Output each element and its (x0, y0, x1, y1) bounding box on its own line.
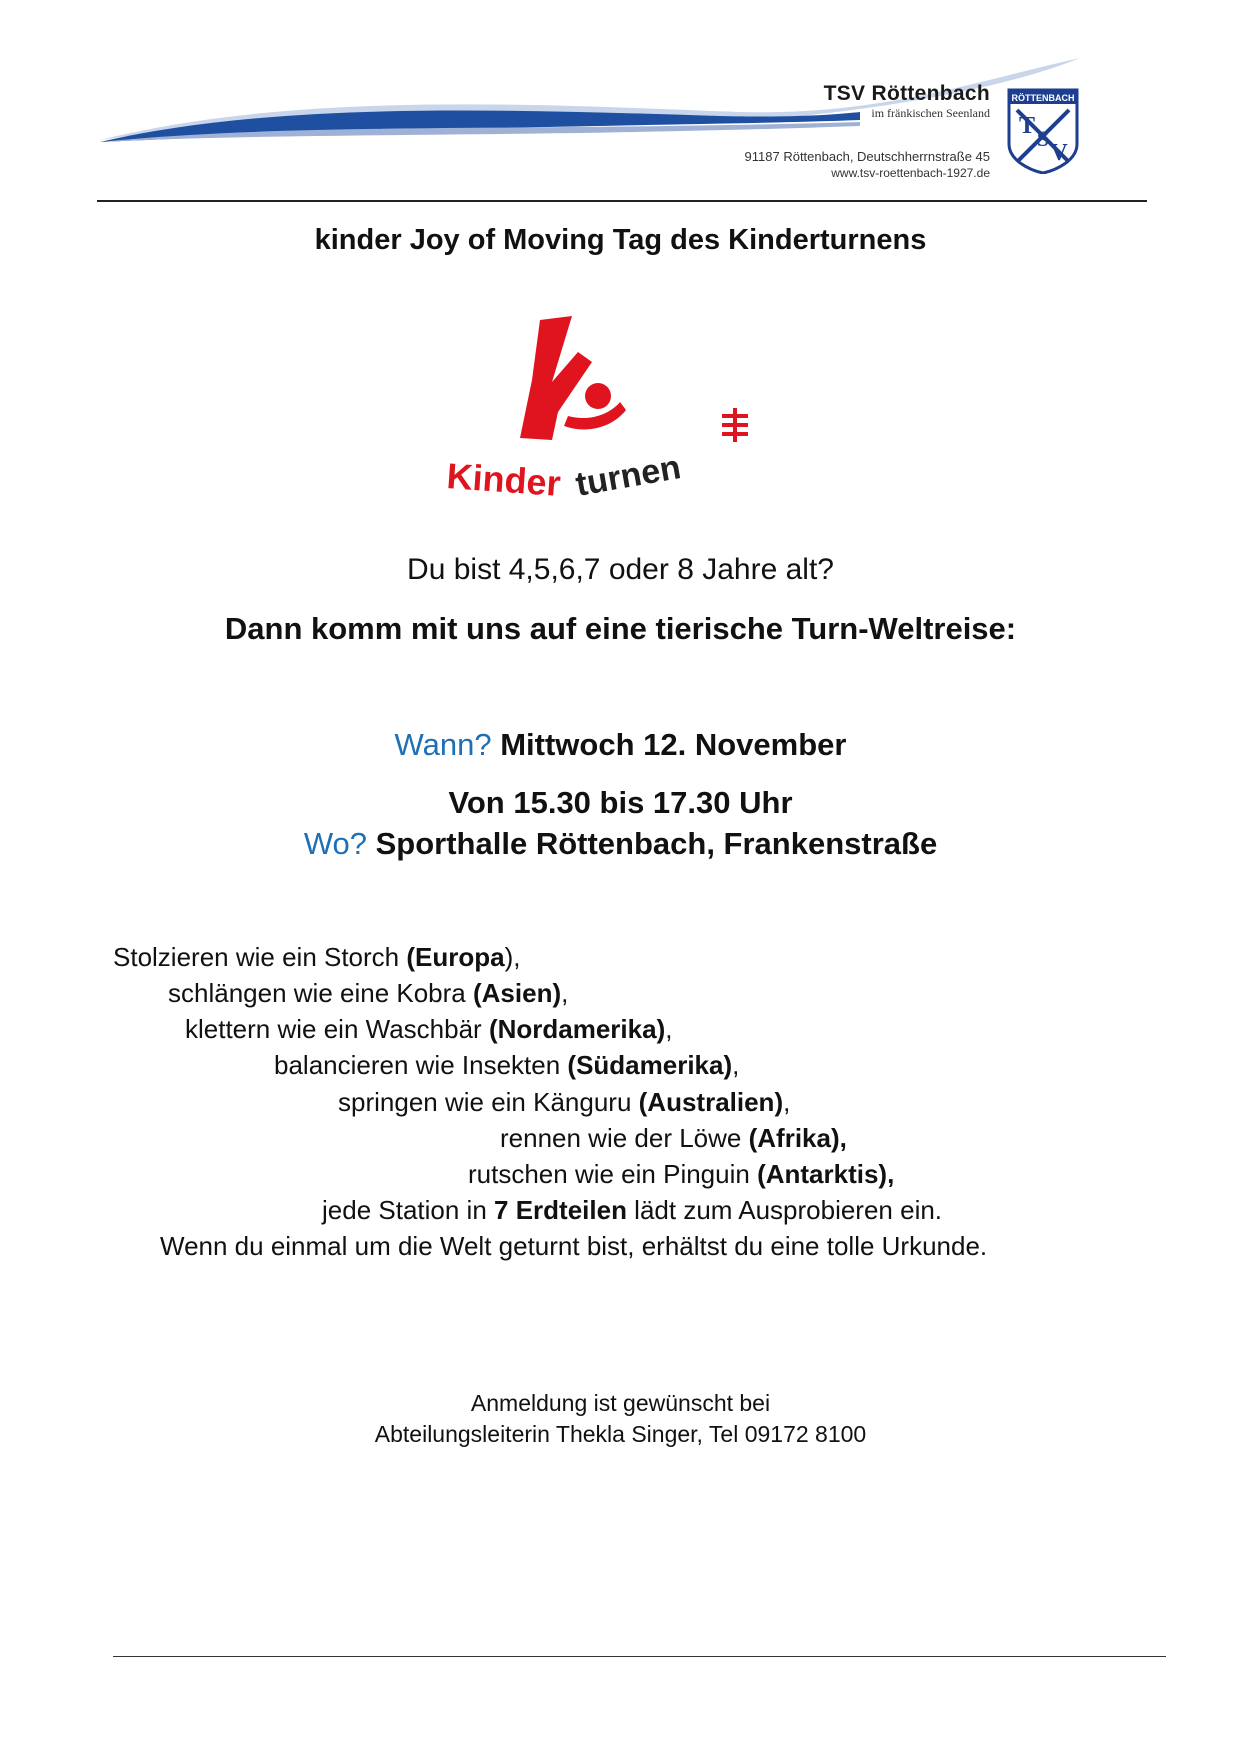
svg-text:S: S (1036, 126, 1050, 151)
station-line: rennen wie der Löwe (Afrika), (500, 1123, 847, 1153)
call-to-action: Dann komm mit uns auf eine tierische Turn-Weltreise: (224, 611, 1017, 646)
club-name: TSV Röttenbach (823, 82, 990, 105)
club-crest-logo (1007, 88, 1079, 174)
time-line: Von 15.30 bis 17.30 Uhr (448, 785, 793, 820)
svg-text:T: T (1018, 113, 1036, 139)
station-line: springen wie ein Känguru (Australien), (338, 1087, 791, 1117)
svg-text:RÖTTENBACH: RÖTTENBACH (1011, 93, 1075, 103)
registration-line-1: Anmeldung ist gewünscht bei (470, 1390, 771, 1416)
club-address: 91187 Röttenbach, Deutschherrnstraße 45 (744, 149, 990, 164)
club-subtitle: im fränkischen Seenland (871, 106, 990, 120)
club-website: www.tsv-roettenbach-1927.de (831, 166, 990, 180)
header-divider (97, 200, 1147, 202)
station-line: balancieren wie Insekten (Südamerika), (274, 1050, 740, 1080)
where-value: Sporthalle Röttenbach, Frankenstraße (375, 826, 938, 861)
when-value: Mittwoch 12. November (500, 727, 847, 762)
station-line: klettern wie ein Waschbär (Nordamerika), (185, 1014, 673, 1044)
kinderturnen-logo (440, 310, 770, 520)
footer-divider (113, 1656, 1166, 1657)
svg-text:turnen: turnen (572, 448, 684, 504)
when-line (0, 727, 1241, 763)
station-line: Stolzieren wie ein Storch (Europa), (113, 942, 521, 972)
station-line: rutschen wie ein Pinguin (Antarktis), (468, 1159, 895, 1189)
station-line: jede Station in 7 Erdteilen lädt zum Ausprobieren ein. (322, 1195, 943, 1225)
svg-text:Kinder: Kinder (445, 455, 563, 504)
where-label: Wo? (303, 826, 367, 861)
when-label: Wann? (394, 727, 492, 762)
age-question: Du bist 4,5,6,7 oder 8 Jahre alt? (407, 553, 834, 586)
station-line: schlängen wie eine Kobra (Asien), (168, 978, 569, 1008)
page-title: kinder Joy of Moving Tag des Kinderturnens (314, 224, 927, 256)
certificate-line: Wenn du einmal um die Welt geturnt bist, erhältst du eine tolle Urkunde. (160, 1231, 988, 1261)
registration-contact: Abteilungsleiterin Thekla Singer, Tel 09172 8100 (374, 1421, 867, 1447)
where-line (0, 826, 1241, 862)
svg-text:V: V (1050, 140, 1068, 166)
